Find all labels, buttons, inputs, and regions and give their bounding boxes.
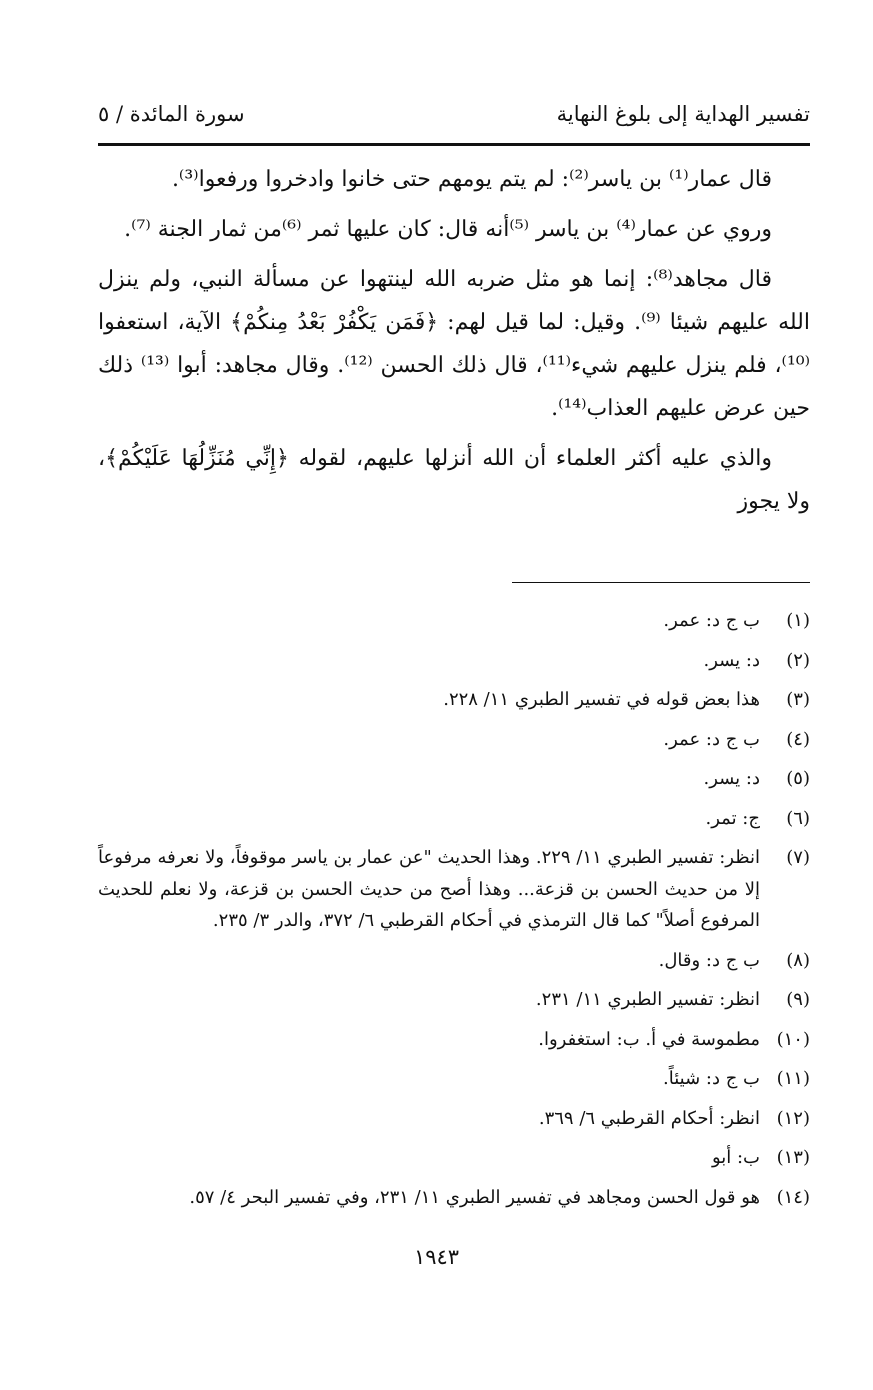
footnote-text: ب ج د: عمر. [663, 728, 760, 750]
paragraph-1: قال عمار⁽¹⁾ بن ياسر⁽²⁾: لم يتم يومهم حتى خانوا وادخروا ورفعوا⁽³⁾. [171, 167, 772, 192]
paragraph-3: قال مجاهد⁽⁸⁾: إنما هو مثل ضربه الله لينتهوا عن مسألة النبي، ولم ينزل الله عليهم شيئا ⁽⁹⁾. وقيل: لما قيل لهم: ﴿فَمَن يَكْفُرْ بَعْدُ مِنكُمْ﴾ الآية، استعفوا ⁽¹⁰⁾، فلم ينزل عليهم شيء⁽¹¹⁾، قال ذلك الحسن ⁽¹²⁾. وقال مجاهد: أبوا ⁽¹³⁾ ذلك حين عرض عليهم العذاب⁽¹⁴⁾. [98, 267, 810, 421]
footnote-number: (٣) [786, 689, 810, 710]
footnote [98, 724, 810, 756]
footnote-number: (١٣) [776, 1147, 810, 1168]
footnote-text: ب: أبو [711, 1147, 760, 1168]
footnote [98, 763, 810, 795]
footnote [98, 984, 810, 1016]
book-title: تفسير الهداية إلى بلوغ النهاية [556, 102, 810, 126]
footnote-number: (١٢) [776, 1107, 810, 1129]
paragraph-2: وروي عن عمار⁽⁴⁾ بن ياسر ⁽⁵⁾أنه قال: كان عليها ثمر ⁽⁶⁾من ثمار الجنة ⁽⁷⁾. [124, 217, 772, 242]
footnote-text: ب ج د: وقال. [658, 949, 760, 971]
footnote-number: (١١) [776, 1068, 810, 1089]
footnote-number: (١٠) [776, 1028, 810, 1050]
footnote-text: د: يسر. [703, 649, 760, 671]
footnote-text: انظر: تفسير الطبري ١١/ ٢٢٩. وهذا الحديث "عن عمار بن ياسر موقوفاً، ولا نعرفه مرفوعاً إلا من حديث الحسن بن قزعة... وهذا أصح من حديث الحسن بن قزعة، ولا نعلم للحديث المرفوع أصلاً" كما قال الترمذي في أحكام القرطبي ٦/ ٣٧٢، والدر ٣/ ٢٣٥. [98, 847, 760, 931]
footnote-text: انظر: تفسير الطبري ١١/ ٢٣١. [535, 989, 760, 1010]
footnote-number: (٧) [786, 847, 810, 868]
footnote [98, 1142, 810, 1174]
footnote-text: انظر: أحكام القرطبي ٦/ ٣٦٩. [538, 1107, 760, 1129]
footnote [98, 1024, 810, 1056]
header-rule [98, 143, 810, 146]
footnote [98, 1103, 810, 1135]
footnote-number: (٨) [786, 949, 810, 971]
footnote [98, 945, 810, 977]
footnotes [98, 605, 810, 1221]
footnote-number: (٤) [786, 728, 810, 750]
footnote-number: (٢) [786, 649, 810, 671]
footnote-text: هذا بعض قوله في تفسير الطبري ١١/ ٢٢٨. [443, 689, 760, 710]
footnote-text: مطموسة في أ. ب: استغفروا. [538, 1028, 760, 1050]
page-number: ١٩٤٣ [413, 1245, 460, 1269]
footnote [98, 842, 810, 937]
footnote [98, 684, 810, 716]
footnote-number: (٩) [786, 989, 810, 1010]
footnote-text: ب ج د: عمر. [663, 610, 760, 631]
footnote-text: ج: تمر. [705, 807, 760, 829]
footnote [98, 1063, 810, 1095]
footnote-number: (١٤) [776, 1186, 810, 1208]
footnote-number: (٥) [786, 768, 810, 789]
footnote [98, 1182, 810, 1214]
footnote [98, 803, 810, 835]
paragraph-4: والذي عليه أكثر العلماء أن الله أنزلها عليهم، لقوله ﴿إِنِّي مُنَزِّلُهَا عَلَيْكُمْ﴾، ولا يجوز [98, 446, 810, 514]
footnote-text: د: يسر. [703, 768, 760, 789]
footnote-number: (١) [786, 610, 810, 631]
surah-label: سورة المائدة / ٥ [98, 102, 245, 126]
footnote-text: هو قول الحسن ومجاهد في تفسير الطبري ١١/ ٢٣١، وفي تفسير البحر ٤/ ٥٧. [189, 1186, 760, 1208]
footnote-text: ب ج د: شيئاً. [663, 1068, 760, 1089]
main-text [98, 158, 810, 530]
footnote-number: (٦) [786, 807, 810, 829]
footnote-separator [512, 582, 810, 583]
running-header [98, 100, 810, 140]
footnote [98, 605, 810, 637]
footnote [98, 645, 810, 677]
